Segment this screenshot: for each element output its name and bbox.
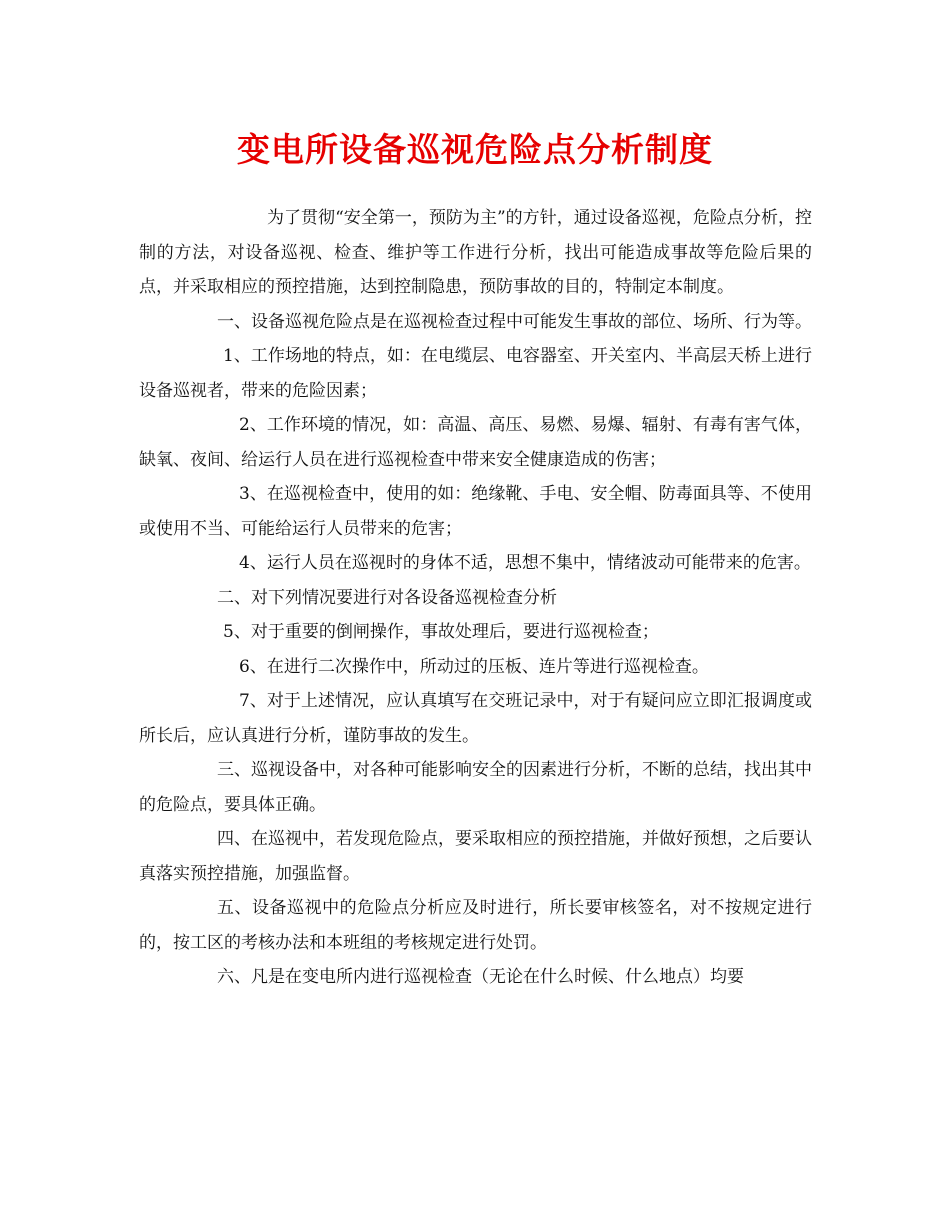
paragraph-section-3: 三、巡视设备中，对各种可能影响安全的因素进行分析，不断的总结，找出其中的危险点，要具体正确。 [139,760,812,815]
paragraph-item-5: 5、对于重要的倒闸操作，事故处理后，要进行巡视检查； [223,622,659,642]
paragraph-intro: 为了贯彻“安全第一，预防为主”的方针，通过设备巡视，危险点分析，控制的方法，对设备巡视、检查、维护等工作进行分析，找出可能造成事故等危险后果的点，并采取相应的预控措施，达到控制隐患，预防事故的目的，特制定本制度。 [139,208,812,297]
paragraph-item-7: 7、对于上述情况，应认真填写在交班记录中，对于有疑问应立即汇报调度或所长后，应认真进行分析，谨防事故的发生。 [139,691,812,746]
document-title: 变电所设备巡视危险点分析制度 [237,130,713,169]
paragraph-section-1: 一、设备巡视危险点是在巡视检查过程中可能发生事故的部位、场所、行为等。 [217,311,812,332]
paragraph-item-4: 4、运行人员在巡视时的身体不适，思想不集中，情绪波动可能带来的危害。 [239,553,811,573]
paragraph-section-6: 六、凡是在变电所内进行巡视检查（无论在什么时候、什么地点）均要 [217,967,744,987]
paragraph-section-2: 二、对下列情况要进行对各设备巡视检查分析 [217,587,557,608]
paragraph-item-6: 6、在进行二次操作中，所动过的压板、连片等进行巡视检查。 [239,656,709,677]
paragraph-section-4: 四、在巡视中，若发现危险点，要采取相应的预控措施，并做好预想，之后要认真落实预控措施，加强监督。 [139,829,812,884]
paragraph-item-3: 3、在巡视检查中，使用的如：绝缘靴、手电、安全帽、防毒面具等、不使用或使用不当、可能给运行人员带来的危害； [139,484,812,539]
paragraph-item-1: 1、工作场地的特点，如：在电缆层、电容器室、开关室内、半高层天桥上进行设备巡视者，带来的危险因素； [139,346,812,401]
paragraph-section-5: 五、设备巡视中的危险点分析应及时进行，所长要审核签名，对不按规定进行的，按工区的考核办法和本班组的考核规定进行处罚。 [139,898,812,953]
paragraph-item-2: 2、工作环境的情况，如：高温、高压、易燃、易爆、辐射、有毒有害气体，缺氧、夜间、给运行人员在进行巡视检查中带来安全健康造成的伤害； [139,415,812,470]
document-body [139,201,812,995]
